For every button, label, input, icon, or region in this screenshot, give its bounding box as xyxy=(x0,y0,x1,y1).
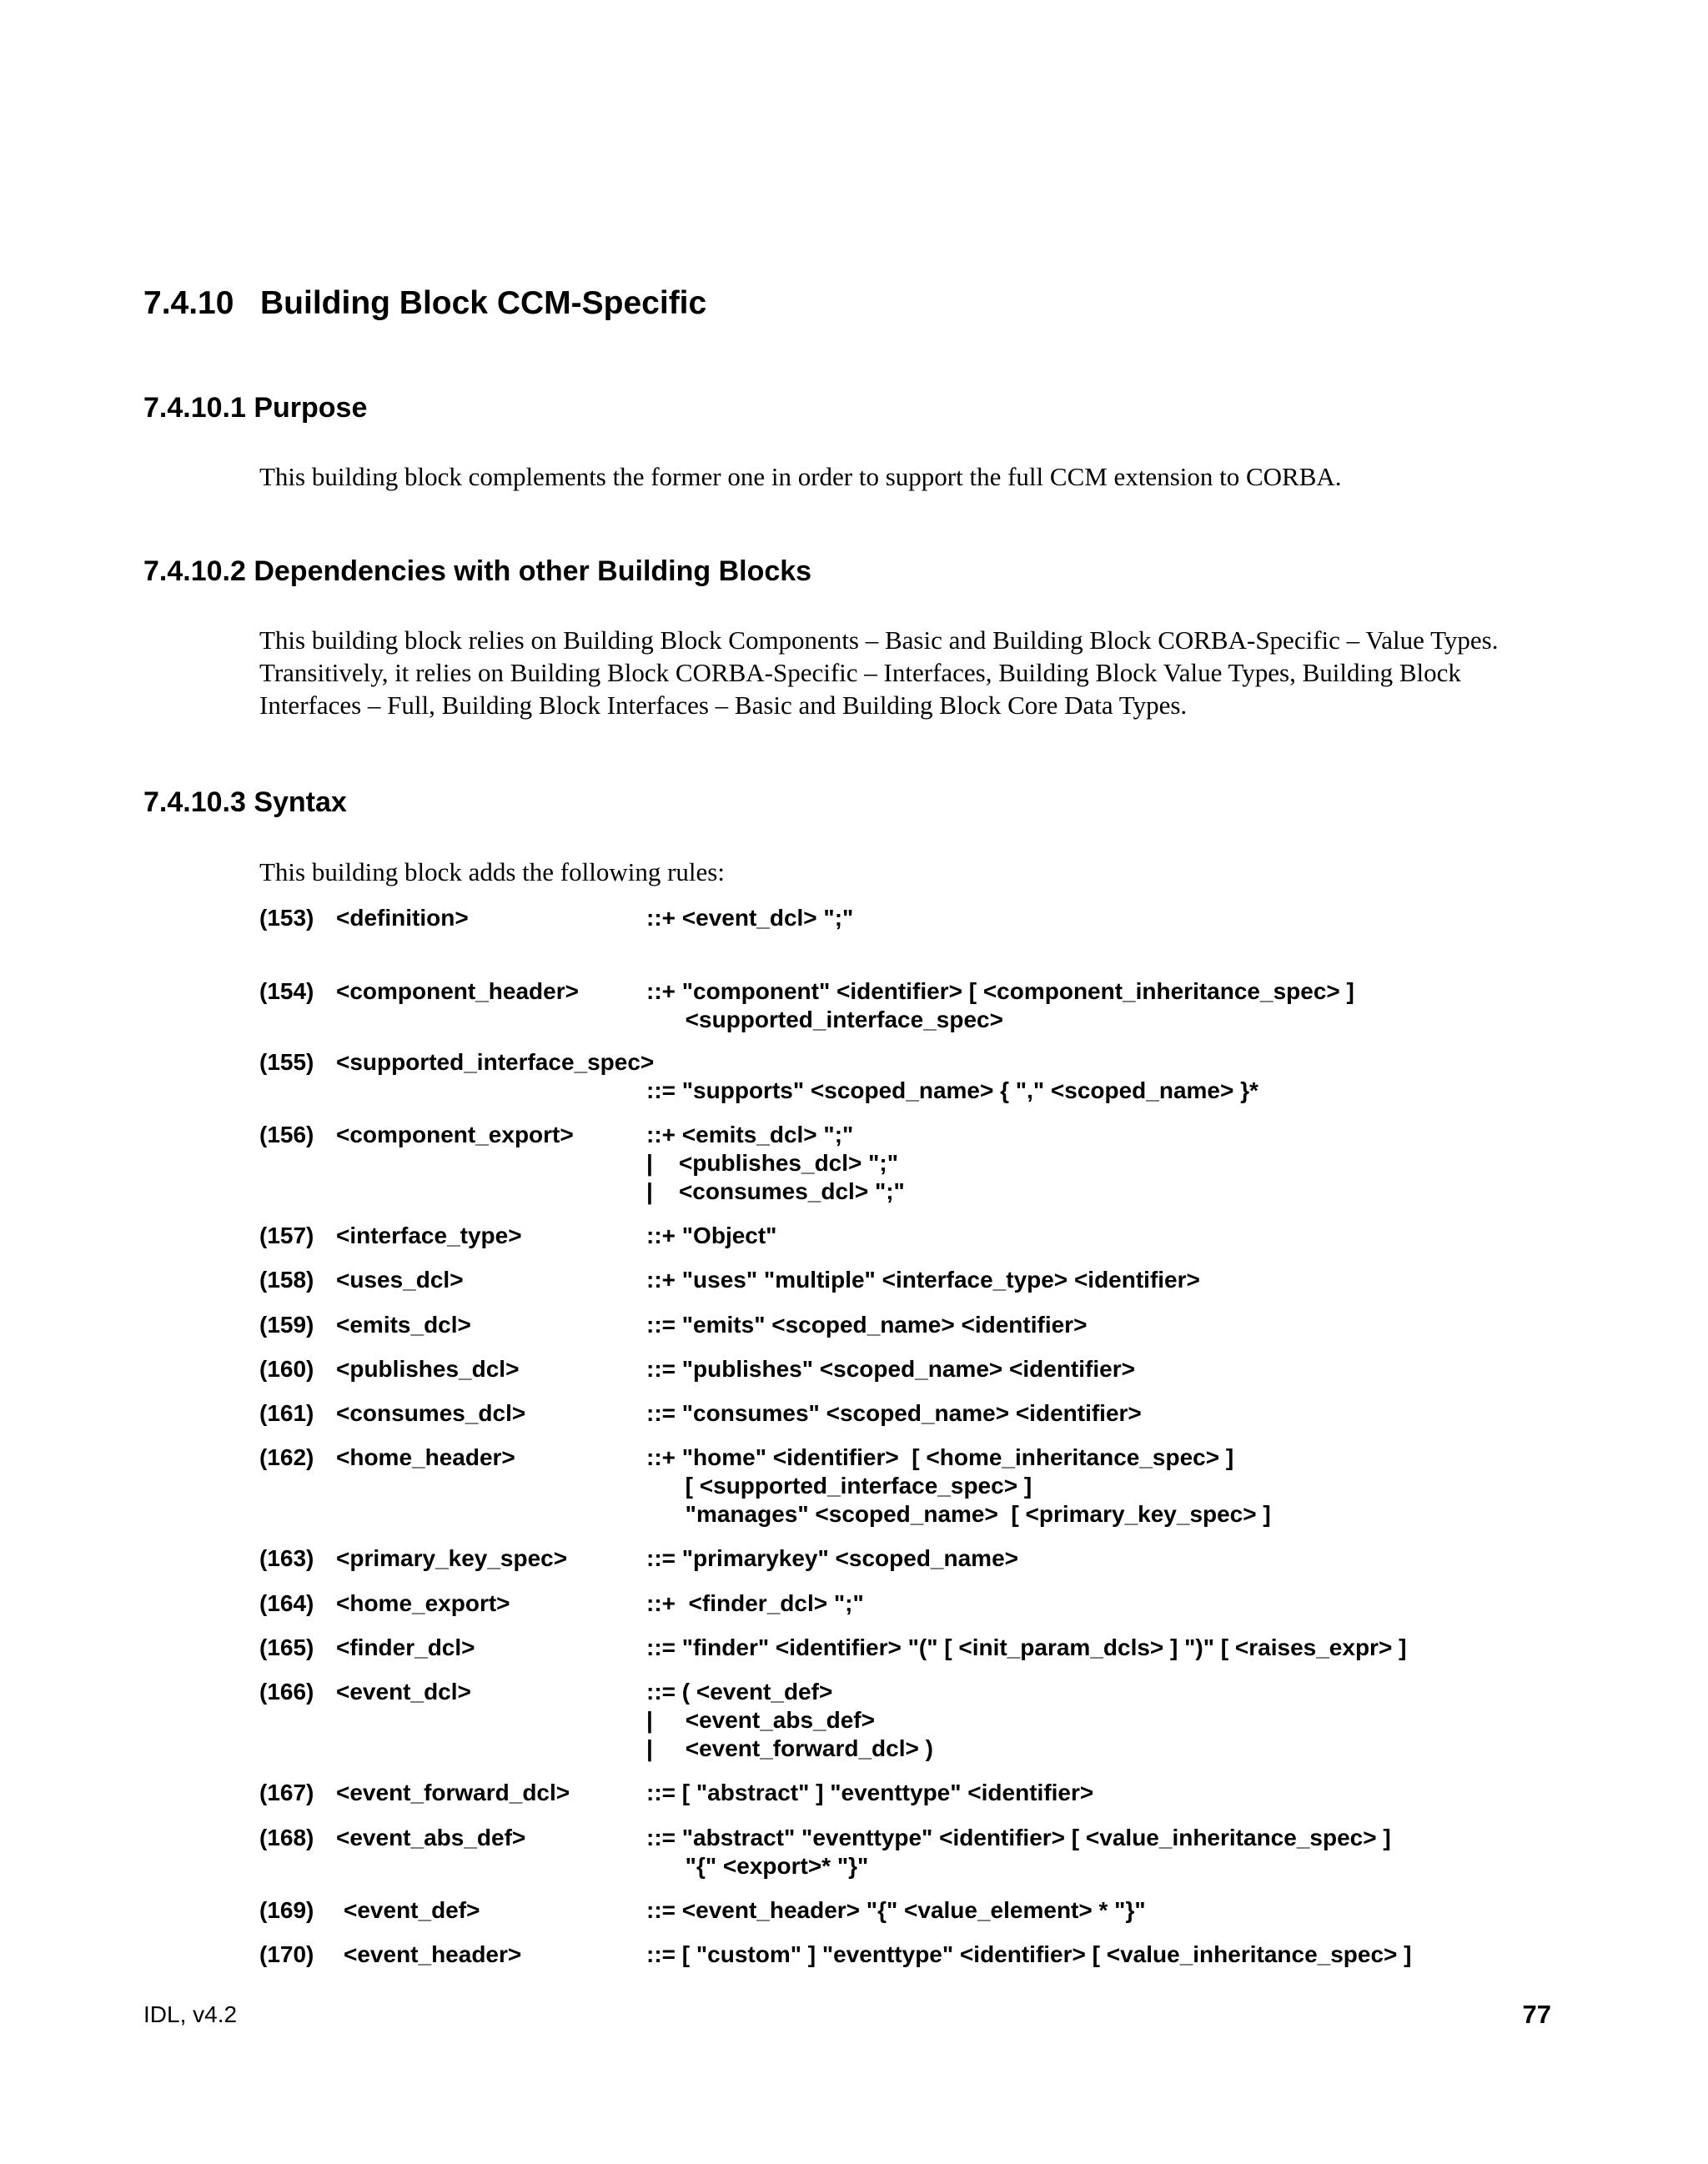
rule-expansion xyxy=(646,1824,1391,1880)
rule-expansion xyxy=(646,1311,1087,1339)
rule-number: (163) xyxy=(259,1545,314,1571)
rule-line: | <event_forward_dcl> ) xyxy=(646,1735,933,1761)
rule-number: (156) xyxy=(259,1122,314,1147)
rule-line: ::+ "component" <identifier> [ <component_inheritance_spec> ] xyxy=(646,978,1354,1004)
rule-name: <component_header> xyxy=(336,978,579,1004)
rule-line: | <publishes_dcl> ";" xyxy=(646,1150,899,1176)
section-number: 7.4.10 xyxy=(143,285,234,321)
rule-expansion xyxy=(646,1399,1142,1428)
rule-line: ::= ( <event_def> xyxy=(646,1679,833,1705)
purpose-text: This building block complements the former one in order to support the full CCM extension to CORBA. xyxy=(259,462,1342,491)
footer-page-number: 77 xyxy=(1522,2000,1551,2029)
rule-expansion xyxy=(646,1779,1093,1807)
rule-expansion xyxy=(646,1589,864,1618)
rule-line: ::+ "Object" xyxy=(646,1223,777,1248)
rule-name: <publishes_dcl> xyxy=(336,1356,520,1382)
rule-number: (155) xyxy=(259,1049,314,1075)
rule-number: (167) xyxy=(259,1780,314,1805)
rule-expansion xyxy=(646,1896,1146,1925)
rule-name: <definition> xyxy=(336,905,469,931)
rule-expansion xyxy=(646,1444,1271,1529)
rule-expansion xyxy=(646,1678,933,1763)
rule-line: ::+ "uses" "multiple" <interface_type> <identifier> xyxy=(646,1267,1200,1293)
rule-line: ::= "primarykey" <scoped_name> xyxy=(646,1545,1018,1571)
rule-name: <event_forward_dcl> xyxy=(336,1780,570,1805)
rule-expansion xyxy=(646,904,853,932)
rule-expansion xyxy=(646,1544,1018,1573)
rule-number: (169) xyxy=(259,1897,314,1923)
rule-line: ::= "supports" <scoped_name> { "," <scoped_name> }* xyxy=(646,1077,1258,1103)
section-heading xyxy=(143,285,706,322)
rule-name: <uses_dcl> xyxy=(336,1267,464,1293)
rule-number: (162) xyxy=(259,1444,314,1470)
rule-line: ::= "consumes" <scoped_name> <identifier> xyxy=(646,1400,1142,1426)
rule-line: ::+ <emits_dcl> ";" xyxy=(646,1122,854,1147)
rule-line: ::= "finder" <identifier> "(" [ <init_param_dcls> ] ")" [ <raises_expr> ] xyxy=(646,1634,1407,1660)
rule-number: (161) xyxy=(259,1400,314,1426)
rule-number: (154) xyxy=(259,978,314,1004)
rule-name: <interface_type> xyxy=(336,1223,522,1248)
rule-expansion xyxy=(646,1941,1412,1969)
rule-expansion xyxy=(646,1355,1135,1383)
rule-name: <primary_key_spec> xyxy=(336,1545,568,1571)
rule-line: ::= [ "custom" ] "eventtype" <identifier> [ <value_inheritance_spec> ] xyxy=(646,1941,1412,1967)
rule-name: <emits_dcl> xyxy=(336,1312,471,1338)
rule-line: ::+ <finder_dcl> ";" xyxy=(646,1590,864,1616)
rule-line: "{" <export>* "}" xyxy=(646,1853,869,1879)
rule-line: | <event_abs_def> xyxy=(646,1707,875,1733)
rule-number: (166) xyxy=(259,1679,314,1705)
rule-line: ::+ <event_dcl> ";" xyxy=(646,905,854,931)
rule-name: <home_export> xyxy=(336,1590,510,1616)
rule-line: [ <supported_interface_spec> ] xyxy=(646,1473,1032,1499)
rule-name: <home_header> xyxy=(336,1444,515,1470)
rule-line: ::= "publishes" <scoped_name> <identifier> xyxy=(646,1356,1135,1382)
rule-expansion xyxy=(646,1634,1406,1662)
rule-number: (165) xyxy=(259,1634,314,1660)
rule-expansion xyxy=(646,1222,776,1250)
rule-line: ::+ "home" <identifier> [ <home_inheritance_spec> ] xyxy=(646,1444,1234,1470)
rule-name: <consumes_dcl> xyxy=(336,1400,526,1426)
rule-name: <finder_dcl> xyxy=(336,1634,475,1660)
rule-expansion xyxy=(646,1266,1200,1294)
rule-line: "manages" <scoped_name> [ <primary_key_spec> ] xyxy=(646,1501,1271,1527)
rule-number: (160) xyxy=(259,1356,314,1382)
rule-name: <event_dcl> xyxy=(336,1679,471,1705)
footer-doc-version: IDL, v4.2 xyxy=(143,2001,238,2027)
rule-name: <event_abs_def> xyxy=(336,1825,526,1850)
rule-number: (158) xyxy=(259,1267,314,1293)
rule-number: (168) xyxy=(259,1825,314,1850)
rule-expansion xyxy=(646,977,1354,1034)
rule-line: <supported_interface_spec> xyxy=(646,1007,1003,1032)
rule-line: ::= <event_header> "{" <value_element> * "}" xyxy=(646,1897,1146,1923)
dependencies-heading: 7.4.10.2 Dependencies with other Building Blocks xyxy=(143,555,812,587)
rule-line: ::= [ "abstract" ] "eventtype" <identifier> xyxy=(646,1780,1094,1805)
rule-name: <supported_interface_spec> xyxy=(336,1049,655,1075)
section-title: Building Block CCM-Specific xyxy=(260,285,707,321)
rule-line: ::= "emits" <scoped_name> <identifier> xyxy=(646,1312,1088,1338)
rule-line: | <consumes_dcl> ";" xyxy=(646,1178,905,1204)
syntax-heading: 7.4.10.3 Syntax xyxy=(143,786,347,818)
rule-expansion xyxy=(646,1121,905,1206)
rule-expansion xyxy=(646,1077,1258,1105)
rule-name: <component_export> xyxy=(336,1122,574,1147)
rule-name: <event_def> xyxy=(344,1897,480,1923)
rule-line: ::= "abstract" "eventtype" <identifier> [ <value_inheritance_spec> ] xyxy=(646,1825,1391,1850)
rule-number: (157) xyxy=(259,1223,314,1248)
rule-number: (164) xyxy=(259,1590,314,1616)
dependencies-text: This building block relies on Building Block Components – Basic and Building Block CORBA-Specific – Value Types. Transitively, it relies on Building Block CORBA-Specific – Interfaces, Building Block Value Types, Building Block Interfaces – Full, Building Block Interfaces – Basic and Building Block Core Data Types. xyxy=(259,625,1499,720)
rule-name: <event_header> xyxy=(344,1941,522,1967)
purpose-heading: 7.4.10.1 Purpose xyxy=(143,392,368,424)
rule-number: (153) xyxy=(259,905,314,931)
rule-number: (170) xyxy=(259,1941,314,1967)
rule-number: (159) xyxy=(259,1312,314,1338)
syntax-intro: This building block adds the following rules: xyxy=(259,857,725,886)
